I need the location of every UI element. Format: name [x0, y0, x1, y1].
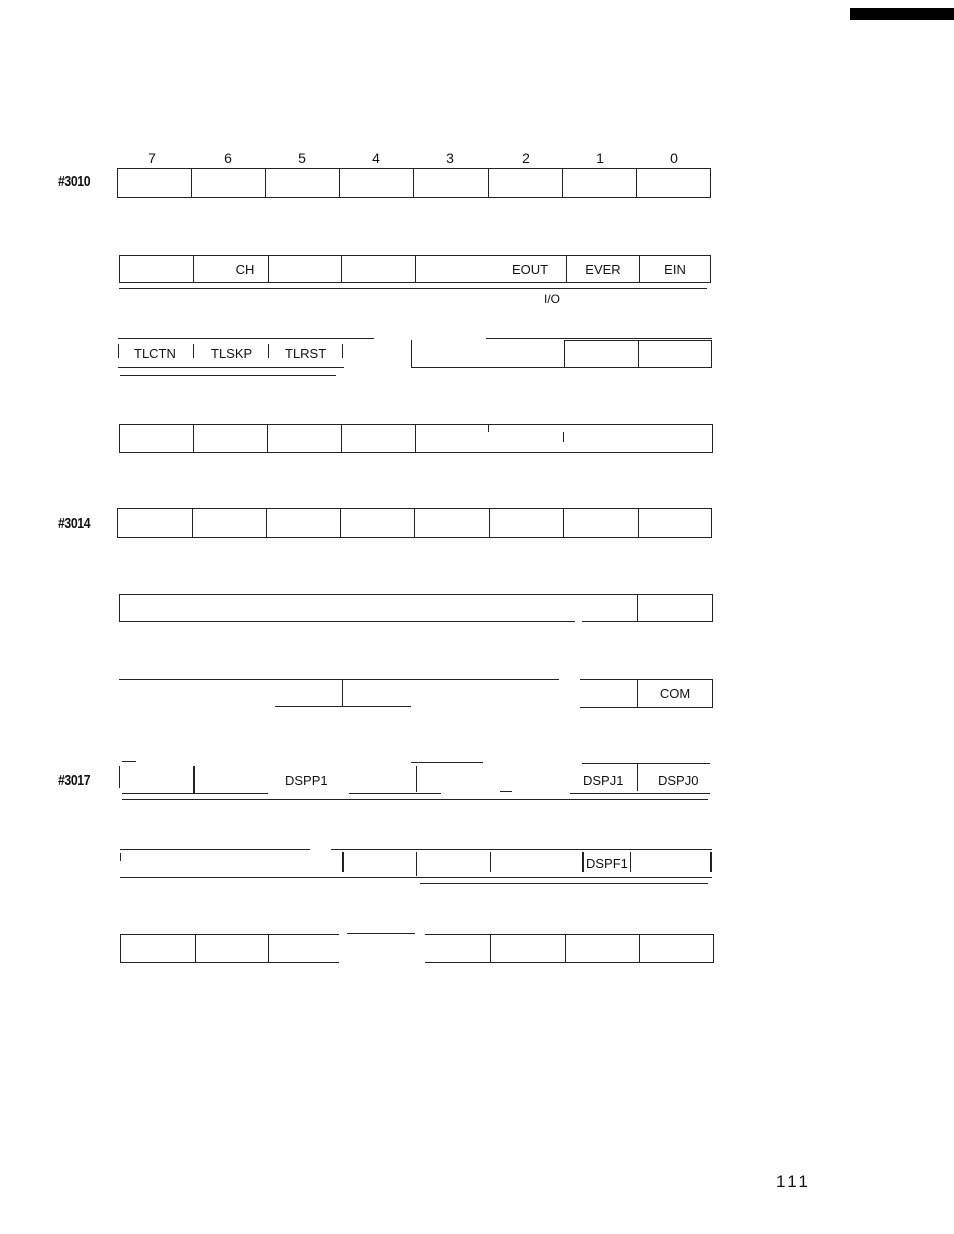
divider	[331, 849, 712, 850]
bit-cell	[639, 934, 714, 963]
bit-cell	[117, 168, 192, 198]
param-3014-row	[117, 508, 712, 538]
divider	[637, 763, 638, 791]
param-row	[119, 594, 713, 622]
bit-cell	[195, 934, 269, 963]
divider	[275, 706, 411, 707]
dspf1-label: DSPF1	[586, 856, 628, 871]
bit-7: 7	[148, 150, 156, 166]
divider	[488, 424, 489, 432]
bit-5: 5	[298, 150, 306, 166]
param-row	[119, 424, 713, 453]
param-3010-label: #3010	[58, 173, 91, 190]
divider	[580, 679, 638, 680]
divider	[342, 679, 343, 707]
bit-cell	[119, 255, 194, 283]
divider	[500, 791, 512, 792]
bit-cell	[490, 934, 566, 963]
bit-cell	[638, 508, 712, 538]
divider	[122, 761, 136, 762]
ever-label: EVER	[585, 261, 621, 277]
com-bit-row	[637, 679, 713, 708]
param-row-left	[120, 934, 339, 963]
ch-label: CH	[235, 261, 255, 277]
bit-cell	[117, 508, 193, 538]
bit-0: 0	[670, 150, 678, 166]
divider	[122, 793, 268, 794]
bit-cell-ein	[639, 255, 711, 283]
bit-cell	[415, 424, 713, 453]
bit-cell	[414, 508, 490, 538]
io-note: I/O	[544, 292, 561, 306]
divider	[416, 852, 417, 876]
divider	[420, 883, 708, 884]
eout-label: EOUT	[511, 261, 549, 277]
bit-6: 6	[224, 150, 232, 166]
bit-cell	[268, 934, 339, 963]
divider	[630, 852, 631, 872]
divider	[119, 679, 559, 680]
divider	[120, 849, 310, 850]
page-number: 111	[776, 1172, 811, 1191]
bit-cell	[489, 508, 564, 538]
io-bits-row	[119, 255, 711, 283]
bit-cell	[564, 340, 639, 368]
bit-cell-ever	[566, 255, 640, 283]
dspj0-label: DSPJ0	[658, 773, 699, 788]
param-3017-label: #3017	[58, 772, 91, 789]
divider	[120, 877, 712, 878]
ein-label: EIN	[664, 261, 686, 277]
param-row-right	[425, 934, 714, 963]
bit-cell	[119, 424, 194, 453]
divider	[563, 432, 564, 442]
divider	[582, 763, 710, 764]
tlskp-label: TLSKP	[211, 346, 253, 361]
bit-cell	[636, 168, 711, 198]
bit-cell	[339, 168, 414, 198]
bit-cell	[413, 168, 489, 198]
bit-cell	[120, 934, 196, 963]
divider	[118, 367, 344, 368]
divider	[119, 766, 120, 788]
divider	[580, 707, 638, 708]
divider	[349, 793, 441, 794]
divider	[193, 344, 194, 358]
divider	[120, 375, 336, 376]
divider	[122, 799, 708, 800]
bit-cell	[425, 934, 491, 963]
bit-cell	[411, 340, 565, 368]
bit-cell	[191, 168, 266, 198]
bit-cell	[637, 594, 713, 622]
divider	[119, 288, 707, 289]
bit-cell	[638, 340, 712, 368]
bit-cell	[341, 255, 416, 283]
bit-4: 4	[372, 150, 380, 166]
bit-cell	[268, 255, 342, 283]
divider	[582, 852, 584, 872]
divider	[120, 853, 121, 861]
bit-cell	[265, 168, 340, 198]
param-3014-label: #3014	[58, 515, 91, 532]
bit-cell	[119, 594, 638, 622]
divider	[411, 762, 483, 763]
header-bar	[850, 8, 954, 20]
divider	[582, 621, 638, 622]
tlctn-label: TLCTN	[134, 346, 176, 361]
divider	[570, 793, 710, 794]
bit-cell	[341, 424, 416, 453]
divider	[118, 344, 119, 358]
bit-cell-com	[637, 679, 713, 708]
dspp1-label: DSPP1	[285, 773, 328, 788]
bit-2: 2	[522, 150, 530, 166]
bit-cell	[192, 508, 267, 538]
bit-cell	[562, 168, 637, 198]
divider	[342, 852, 344, 872]
bit-cell	[340, 508, 415, 538]
param-3010-row	[117, 168, 711, 198]
com-label: COM	[659, 686, 691, 701]
divider	[342, 344, 343, 358]
bit-cell	[488, 168, 563, 198]
divider	[486, 338, 712, 339]
divider	[118, 338, 374, 339]
divider	[193, 766, 195, 794]
bit-cell-ch	[193, 255, 269, 283]
divider	[268, 344, 269, 358]
bit-cell	[193, 424, 268, 453]
tlrst-label: TLRST	[285, 346, 327, 361]
divider	[347, 933, 415, 934]
divider	[119, 621, 575, 622]
divider	[416, 766, 417, 792]
dspj1-label: DSPJ1	[583, 773, 624, 788]
bit-1: 1	[596, 150, 604, 166]
bit-3: 3	[446, 150, 454, 166]
bit-cell-eout	[415, 255, 567, 283]
bit-cell	[565, 934, 640, 963]
divider	[490, 852, 491, 872]
bit-cell	[267, 424, 342, 453]
divider	[710, 852, 712, 872]
tool-bits-row	[411, 340, 712, 368]
bit-cell	[563, 508, 639, 538]
bit-cell	[266, 508, 341, 538]
